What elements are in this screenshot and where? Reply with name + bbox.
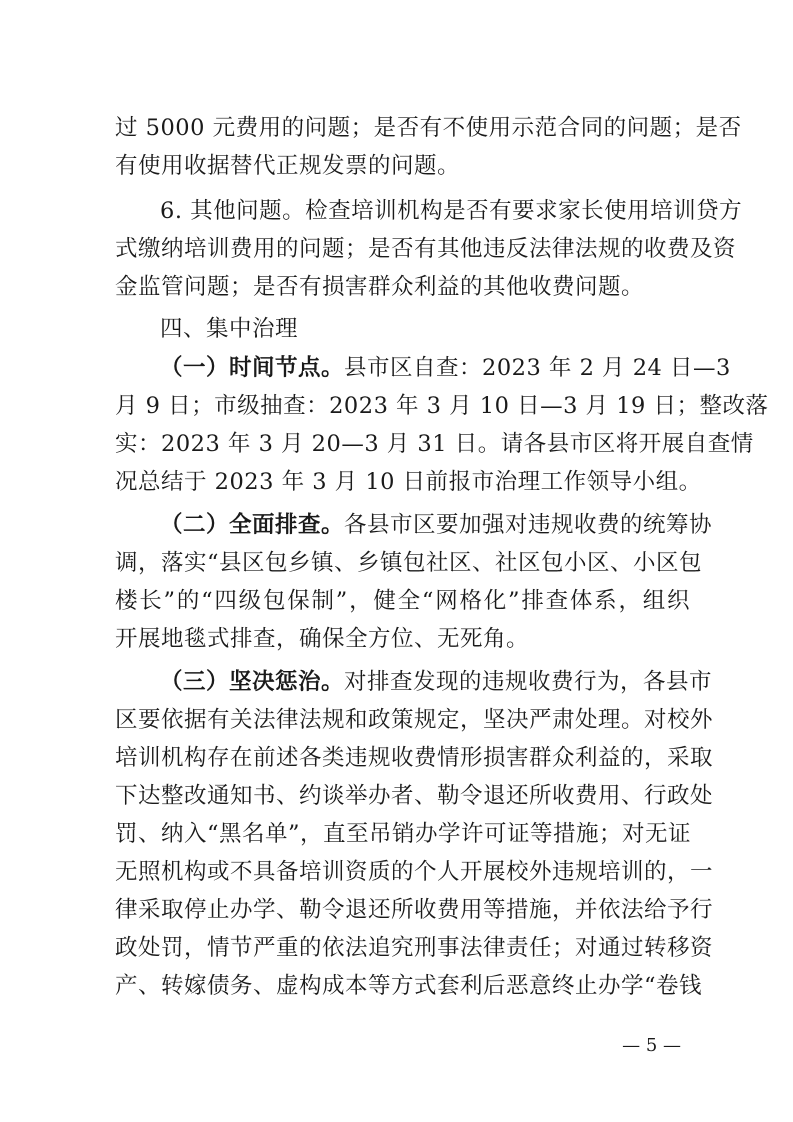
body-text-segment: 县市区自查：2023 年 2 月 24 日—3 <box>344 355 731 381</box>
body-text-line: 月 9 日；市级抽查：2023 年 3 月 10 日—3 月 19 日；整改落 <box>115 393 769 419</box>
subsection-heading: （二）全面排查。 <box>160 512 345 538</box>
body-text-line: 楼长”的“四级包保制”，健全“网格化”排查体系，组织 <box>115 588 690 614</box>
body-text-line: 区要依据有关法律法规和政策规定，坚决严肃处理。对校外 <box>115 707 714 733</box>
body-text-line: 金监管问题；是否有损害群众利益的其他收费问题。 <box>115 274 645 300</box>
body-text-line: 调，落实“县区包乡镇、乡镇包社区、社区包小区、小区包 <box>115 550 703 576</box>
body-text-segment: 各县市区要加强对违规收费的统筹协 <box>344 512 713 538</box>
body-text-line: 过 5000 元费用的问题；是否有不使用示范合同的问题；是否 <box>115 115 742 141</box>
body-text-line: 式缴纳培训费用的问题；是否有其他违反法律法规的收费及资 <box>115 236 737 262</box>
body-text-line: 开展地毯式排查，确保全方位、无死角。 <box>115 626 530 652</box>
subsection-heading: （三）坚决惩治。 <box>160 669 345 695</box>
body-text-line: 无照机构或不具备培训资质的个人开展校外违规培训的，一 <box>115 859 714 885</box>
body-text-segment: 对排查发现的违规收费行为，各县市 <box>344 669 713 695</box>
section-heading: 四、集中治理 <box>160 316 299 342</box>
body-text-line <box>160 506 713 544</box>
body-text-line: 有使用收据替代正规发票的问题。 <box>115 153 461 179</box>
body-text-line <box>160 663 713 701</box>
body-text-line: 产、转嫁债务、虚构成本等方式套利后恶意终止办学“卷钱 <box>115 973 703 999</box>
body-text-line: 罚、纳入“黑名单”，直至吊销办学许可证等措施；对无证 <box>115 821 692 847</box>
page-number: — 5 — <box>622 1035 681 1056</box>
body-text-line: 实：2023 年 3 月 20—3 月 31 日。请各县市区将开展自查情 <box>115 431 754 457</box>
subsection-heading: （一）时间节点。 <box>160 355 345 381</box>
body-text-line: 培训机构存在前述各类违规收费情形损害群众利益的，采取 <box>115 745 714 771</box>
body-text-line: 政处罚，情节严重的依法追究刑事法律责任；对通过转移资 <box>115 935 714 961</box>
body-text-line: 6. 其他问题。检查培训机构是否有要求家长使用培训贷方 <box>160 198 743 224</box>
body-text-line: 下达整改通知书、约谈举办者、勒令退还所收费用、行政处 <box>115 783 714 809</box>
body-text-line: 况总结于 2023 年 3 月 10 日前报市治理工作领导小组。 <box>115 469 702 495</box>
body-text-line: 律采取停止办学、勒令退还所收费用等措施，并依法给予行 <box>115 897 714 923</box>
body-text-line <box>160 349 731 387</box>
